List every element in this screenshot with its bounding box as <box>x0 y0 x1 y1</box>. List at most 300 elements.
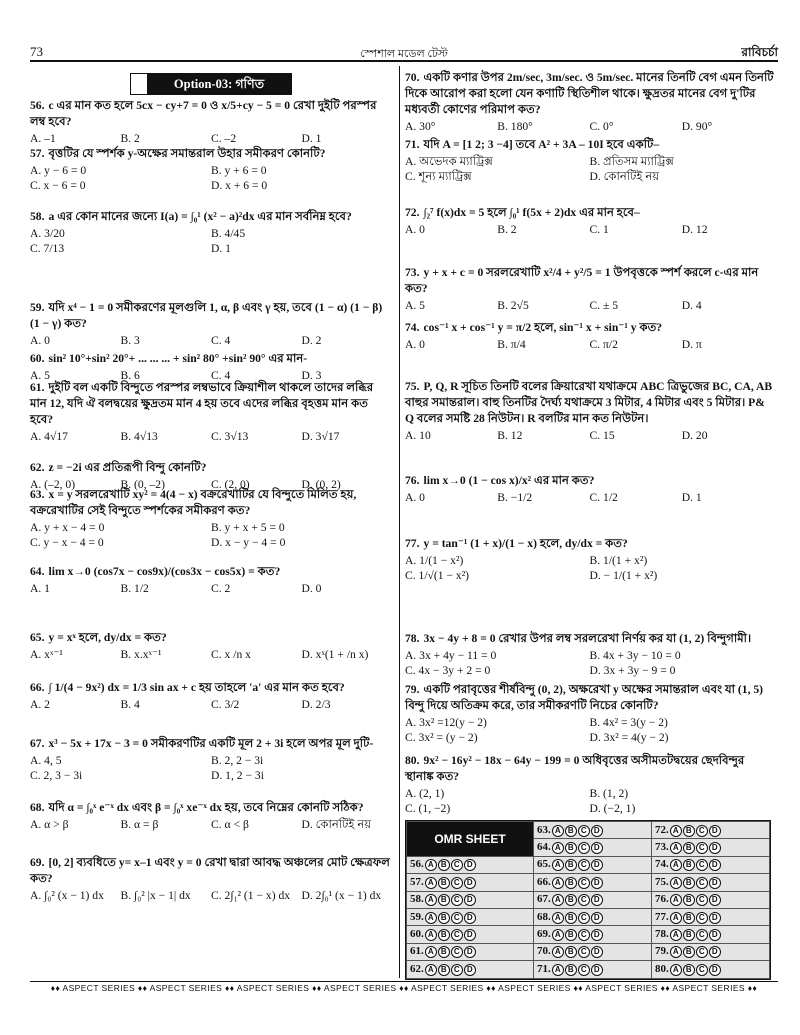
question-body: P, Q, R সূচিত তিনটি বলের ক্রিয়ারেখা যথাক্রমে ABC ত্রিভুজের BC, CA, AB বাহুর সমান্তরাল। বাহু তিনটির দৈর্ঘ্য যথাক্রমে 3 মিটার, 4 মিটার এবং 5 মিটার। P& Q বলের সমষ্টি 28 নিউটন। R বলটির মান কত নিউটন। <box>405 380 773 425</box>
answer-option: D. xˣ(1 + /n x) <box>301 648 369 661</box>
option-list <box>30 520 392 550</box>
question-text <box>405 631 774 647</box>
omr-question-number: 62. <box>410 962 424 975</box>
answer-option: A. 3x + 4y − 11 = 0 <box>405 649 497 662</box>
omr-bubble-a[interactable]: A <box>552 825 564 837</box>
omr-bubble-d[interactable]: D <box>464 912 476 924</box>
answer-option: D. 3 <box>301 369 322 382</box>
omr-bubble-d[interactable]: D <box>709 894 721 906</box>
omr-bubble-c[interactable]: C <box>696 842 708 854</box>
question-68 <box>30 800 392 832</box>
omr-question-number: 68. <box>537 910 551 923</box>
omr-bubble-c[interactable]: C <box>578 946 590 958</box>
omr-question-number: 58. <box>410 893 424 906</box>
question-text <box>405 265 774 297</box>
answer-option: C. 7/13 <box>30 242 65 255</box>
omr-bubble-d[interactable]: D <box>591 894 603 906</box>
omr-question-number: 59. <box>410 910 424 923</box>
omr-answer-row <box>652 822 770 839</box>
omr-question-number: 71. <box>537 962 551 975</box>
column-divider <box>399 66 400 978</box>
omr-bubble-d[interactable]: D <box>464 877 476 889</box>
option-list <box>30 333 392 348</box>
question-65 <box>30 630 392 662</box>
omr-bubble-a[interactable]: A <box>670 946 682 958</box>
omr-table <box>406 821 770 979</box>
omr-bubble-c[interactable]: C <box>451 859 463 871</box>
question-body: ∫₂⁷ f(x)dx = 5 হলে ∫₀¹ f(5x + 2)dx এর মান হবে– <box>423 206 640 219</box>
answer-option: C. 4x − 3y + 2 = 0 <box>405 664 491 677</box>
omr-bubble-a[interactable]: A <box>552 929 564 941</box>
answer-option: A. 1/(1 − x²) <box>405 554 464 567</box>
question-body: cos⁻¹ x + cos⁻¹ y = π/2 হলে, sin⁻¹ x + sin⁻¹ y কত? <box>423 321 663 334</box>
option-list <box>405 119 774 134</box>
omr-bubble-a[interactable]: A <box>425 964 437 976</box>
answer-option: B. 3 <box>120 334 140 347</box>
answer-option: D. π <box>681 338 702 351</box>
omr-question-number: 70. <box>537 945 551 958</box>
omr-bubble-b[interactable]: B <box>683 894 695 906</box>
option-list <box>30 163 392 193</box>
omr-bubble-d[interactable]: D <box>709 842 721 854</box>
omr-bubble-c[interactable]: C <box>696 859 708 871</box>
omr-bubble-b[interactable]: B <box>683 929 695 941</box>
omr-bubble-a[interactable]: A <box>670 894 682 906</box>
omr-answer-row <box>534 926 652 943</box>
option-list <box>30 131 392 146</box>
omr-bubble-c[interactable]: C <box>696 946 708 958</box>
answer-option: C. 3x² = (y − 2) <box>405 731 478 744</box>
omr-bubble-c[interactable]: C <box>578 842 590 854</box>
omr-bubble-d[interactable]: D <box>709 825 721 837</box>
omr-bubble-c[interactable]: C <box>696 964 708 976</box>
answer-option: D. (0, 2) <box>301 478 341 491</box>
question-text <box>405 536 774 552</box>
omr-bubble-d[interactable]: D <box>464 859 476 871</box>
omr-question-number: 75. <box>655 875 669 888</box>
question-number: 67. <box>30 737 45 750</box>
section-banner: Option-03: গণিত <box>131 74 291 94</box>
question-body: c এর মান কত হলে 5cx − cy+7 = 0 ও x/5+cy − 5 = 0 রেখা দুইটি পরস্পর লম্ব হবে? <box>30 99 377 128</box>
answer-option: C. 3/2 <box>211 698 240 711</box>
question-text <box>405 205 774 221</box>
omr-bubble-c[interactable]: C <box>578 877 590 889</box>
omr-question-number: 61. <box>410 945 424 958</box>
answer-option: D. 2/3 <box>301 698 331 711</box>
omr-row <box>407 908 770 925</box>
question-73 <box>405 265 774 313</box>
omr-bubble-b[interactable]: B <box>565 842 577 854</box>
option-list <box>405 648 774 678</box>
answer-option: A. 4√17 <box>30 430 68 443</box>
omr-bubble-b[interactable]: B <box>683 842 695 854</box>
question-body: lim x→0 (cos7x − cos9x)/(cos3x − cos5x) = কত? <box>48 565 281 578</box>
answer-option: D. x − y − 4 = 0 <box>211 536 286 549</box>
omr-bubble-b[interactable]: B <box>565 964 577 976</box>
omr-bubble-a[interactable]: A <box>670 842 682 854</box>
question-body: 3x − 4y + 8 = 0 রেখার উপর লম্ব সরলরেখা নির্ণয় কর যা (1, 2) বিন্দুগামী। <box>423 632 752 645</box>
question-text <box>30 800 392 816</box>
omr-row <box>407 822 770 839</box>
omr-bubble-a[interactable]: A <box>670 964 682 976</box>
omr-answer-row <box>407 856 534 873</box>
omr-bubble-b[interactable]: B <box>438 946 450 958</box>
omr-row <box>407 874 770 891</box>
omr-bubble-b[interactable]: B <box>438 964 450 976</box>
question-number: 69. <box>30 856 45 869</box>
answer-option: C. α < β <box>211 818 249 831</box>
question-number: 79. <box>405 683 420 696</box>
question-body: z = −2i এর প্রতিরূপী বিন্দু কোনটি? <box>48 461 207 474</box>
omr-bubble-c[interactable]: C <box>578 825 590 837</box>
answer-option: B. 4/45 <box>211 227 246 240</box>
omr-question-number: 66. <box>537 875 551 888</box>
question-60 <box>30 351 392 383</box>
question-58 <box>30 209 392 256</box>
question-body: যদি x⁴ − 1 = 0 সমীকরণের মূলগুলি 1, α, β এবং γ হয়, তবে (1 − α) (1 − β) (1 − γ) কত? <box>30 301 383 330</box>
omr-question-number: 63. <box>537 823 551 836</box>
answer-option: A. 5 <box>30 369 50 382</box>
omr-bubble-d[interactable]: D <box>464 894 476 906</box>
omr-bubble-b[interactable]: B <box>565 825 577 837</box>
omr-row <box>407 961 770 978</box>
omr-bubble-a[interactable]: A <box>552 912 564 924</box>
omr-bubble-d[interactable]: D <box>464 929 476 941</box>
omr-bubble-a[interactable]: A <box>552 842 564 854</box>
omr-answer-row <box>534 856 652 873</box>
question-75 <box>405 379 774 443</box>
answer-option: C. ± 5 <box>589 299 619 312</box>
question-body: y = xˣ হলে, dy/dx = কত? <box>48 631 167 644</box>
option-list <box>405 715 774 745</box>
question-body: [0, 2] ব্যবধিতে y= x–1 এবং y = 0 রেখা দ্বারা আবদ্ধ অঞ্চলের মোট ক্ষেত্রফল কত? <box>30 856 390 885</box>
omr-bubble-b[interactable]: B <box>438 877 450 889</box>
omr-sheet <box>405 820 771 980</box>
question-body: y = tan⁻¹ (1 + x)/(1 − x) হলে, dy/dx = কত? <box>423 537 628 550</box>
omr-bubble-c[interactable]: C <box>696 912 708 924</box>
answer-option: C. x − 6 = 0 <box>30 179 86 192</box>
omr-bubble-c[interactable]: C <box>578 859 590 871</box>
omr-bubble-a[interactable]: A <box>552 894 564 906</box>
omr-bubble-d[interactable]: D <box>709 912 721 924</box>
answer-option: B. 1/(1 + x²) <box>589 554 648 567</box>
omr-bubble-c[interactable]: C <box>451 964 463 976</box>
omr-bubble-d[interactable]: D <box>709 929 721 941</box>
omr-bubble-b[interactable]: B <box>438 859 450 871</box>
omr-bubble-c[interactable]: C <box>696 929 708 941</box>
option-list <box>30 581 392 596</box>
omr-question-number: 67. <box>537 893 551 906</box>
omr-bubble-d[interactable]: D <box>591 964 603 976</box>
option-list <box>405 490 774 505</box>
question-63 <box>30 487 392 550</box>
omr-bubble-b[interactable]: B <box>565 877 577 889</box>
question-70 <box>405 70 774 134</box>
answer-option: B. y + 6 = 0 <box>211 164 267 177</box>
omr-bubble-a[interactable]: A <box>425 877 437 889</box>
omr-bubble-d[interactable]: D <box>591 877 603 889</box>
answer-option: C. 15 <box>589 429 615 442</box>
omr-bubble-b[interactable]: B <box>438 912 450 924</box>
omr-bubble-d[interactable]: D <box>591 929 603 941</box>
omr-answer-row <box>534 908 652 925</box>
omr-bubble-a[interactable]: A <box>552 859 564 871</box>
question-body: যদি α = ∫₀ˣ e⁻ˣ dx এবং β = ∫₀ˣ xe⁻ˣ dx হয়, তবে নিম্নের কোনটি সঠিক? <box>48 801 364 814</box>
answer-option: D. 90° <box>681 120 713 133</box>
question-text <box>30 855 392 887</box>
option-list <box>30 817 392 832</box>
question-number: 65. <box>30 631 45 644</box>
omr-bubble-c[interactable]: C <box>578 929 590 941</box>
omr-bubble-b[interactable]: B <box>565 946 577 958</box>
omr-bubble-c[interactable]: C <box>696 894 708 906</box>
page-footer: ♦♦ ASPECT SERIES ♦♦ ASPECT SERIES ♦♦ ASPECT SERIES ♦♦ ASPECT SERIES ♦♦ ASPECT SERIES ♦♦ ASPECT SERIES ♦♦ ASPECT SERIES ♦♦ ASPECT SERIES ♦♦ <box>30 981 778 993</box>
omr-answer-row <box>652 891 770 908</box>
omr-question-number: 77. <box>655 910 669 923</box>
answer-option: B. 2 <box>120 132 140 145</box>
omr-bubble-a[interactable]: A <box>552 946 564 958</box>
question-number: 75. <box>405 380 420 393</box>
omr-answer-row <box>534 822 652 839</box>
question-body: x = y সরলরেখাটি xy² = 4(4 − x) বক্ররেখাটির যে বিন্দুতে মিলিত হয়, বক্ররেখাটির সেই বিন্দুতে স্পর্শকের সমীকরণ কত? <box>30 488 357 517</box>
question-body: ∫ 1/(4 − 9x²) dx = 1/3 sin ax + c হয় তাহলে 'a' এর মান কত হবে? <box>48 681 345 694</box>
question-79 <box>405 682 774 745</box>
omr-answer-row <box>407 874 534 891</box>
answer-option: B. 4x² = 3(y − 2) <box>589 716 668 729</box>
question-number: 66. <box>30 681 45 694</box>
answer-option: A. 30° <box>405 120 436 133</box>
omr-bubble-d[interactable]: D <box>464 946 476 958</box>
omr-bubble-c[interactable]: C <box>578 912 590 924</box>
omr-question-number: 79. <box>655 945 669 958</box>
omr-bubble-b[interactable]: B <box>565 859 577 871</box>
answer-option: C. 2, 3 − 3i <box>30 769 83 782</box>
answer-option: B. প্রতিসম ম্যাট্রিক্স <box>589 155 674 168</box>
question-text <box>30 680 392 696</box>
omr-bubble-a[interactable]: A <box>425 929 437 941</box>
answer-option: B. (1, 2) <box>589 787 629 800</box>
omr-answer-row <box>652 943 770 960</box>
question-number: 68. <box>30 801 45 814</box>
omr-question-number: 73. <box>655 841 669 854</box>
omr-answer-row <box>652 961 770 978</box>
omr-bubble-a[interactable]: A <box>670 929 682 941</box>
omr-answer-row <box>652 839 770 856</box>
omr-bubble-d[interactable]: D <box>591 946 603 958</box>
question-number: 70. <box>405 71 420 84</box>
answer-option: A. α > β <box>30 818 69 831</box>
question-text <box>30 300 392 332</box>
option-list <box>405 428 774 443</box>
question-56 <box>30 98 392 146</box>
answer-option: D. কোনটিই নয় <box>589 170 660 183</box>
answer-option: B. y + x + 5 = 0 <box>211 521 285 534</box>
omr-bubble-d[interactable]: D <box>464 964 476 976</box>
omr-question-number: 60. <box>410 928 424 941</box>
omr-bubble-b[interactable]: B <box>565 929 577 941</box>
option-list <box>405 337 774 352</box>
answer-option: A. (–2, 0) <box>30 478 76 491</box>
answer-option: D. 3√17 <box>301 430 340 443</box>
header-brand: রাবিচর্চা <box>741 45 778 59</box>
answer-option: C. (1, −2) <box>405 802 451 815</box>
answer-option: A. 2 <box>30 698 50 711</box>
answer-option: A. 10 <box>405 429 431 442</box>
omr-bubble-a[interactable]: A <box>425 894 437 906</box>
answer-option: D. 1 <box>301 132 322 145</box>
omr-question-number: 57. <box>410 875 424 888</box>
question-number: 77. <box>405 537 420 550</box>
question-number: 61. <box>30 381 45 394</box>
question-text <box>30 380 392 428</box>
question-text <box>405 473 774 489</box>
answer-option: D. x + 6 = 0 <box>211 179 268 192</box>
omr-bubble-b[interactable]: B <box>683 859 695 871</box>
answer-option: A. 3/20 <box>30 227 65 240</box>
omr-bubble-b[interactable]: B <box>683 825 695 837</box>
omr-answer-row <box>407 891 534 908</box>
answer-option: B. 4√13 <box>120 430 158 443</box>
answer-option: A. 4, 5 <box>30 754 62 767</box>
question-body: x³ − 5x + 17x − 3 = 0 সমীকরণটির একটি মূল 2 + 3i হলে অপর মূল দুটি- <box>48 737 374 750</box>
omr-bubble-c[interactable]: C <box>451 877 463 889</box>
omr-bubble-a[interactable]: A <box>670 912 682 924</box>
option-list <box>405 553 774 583</box>
answer-option: C. (2, 0) <box>211 478 250 491</box>
answer-option: A. 0 <box>30 334 50 347</box>
question-text <box>405 70 774 118</box>
omr-question-number: 72. <box>655 823 669 836</box>
omr-bubble-b[interactable]: B <box>683 877 695 889</box>
omr-row <box>407 856 770 873</box>
question-number: 56. <box>30 99 45 112</box>
question-59 <box>30 300 392 348</box>
answer-option: A. 0 <box>405 491 425 504</box>
answer-option: B. 6 <box>120 369 140 382</box>
omr-bubble-b[interactable]: B <box>683 946 695 958</box>
left-column <box>30 70 392 902</box>
answer-option: D. 0 <box>301 582 322 595</box>
omr-bubble-b[interactable]: B <box>438 894 450 906</box>
omr-bubble-d[interactable]: D <box>591 859 603 871</box>
answer-option: D. 12 <box>681 223 708 236</box>
omr-bubble-a[interactable]: A <box>425 859 437 871</box>
omr-bubble-c[interactable]: C <box>696 825 708 837</box>
answer-option: D. 1 <box>681 491 702 504</box>
option-list <box>30 647 392 662</box>
question-body: sin² 10°+sin² 20°+ ... ... ... + sin² 80° +sin² 90° এর মান- <box>48 352 308 365</box>
answer-option: D. 2 <box>301 334 322 347</box>
answer-option: A. 3x² =12(y − 2) <box>405 716 487 729</box>
option-list <box>30 429 392 444</box>
omr-answer-row <box>407 926 534 943</box>
answer-option: B. 1/2 <box>120 582 149 595</box>
omr-bubble-a[interactable]: A <box>552 877 564 889</box>
answer-option: B. 4x + 3y − 10 = 0 <box>589 649 681 662</box>
option-list <box>405 298 774 313</box>
omr-bubble-b[interactable]: B <box>565 912 577 924</box>
omr-bubble-d[interactable]: D <box>709 964 721 976</box>
answer-option: C. π/2 <box>589 338 618 351</box>
omr-bubble-a[interactable]: A <box>670 859 682 871</box>
question-number: 80. <box>405 754 420 767</box>
omr-bubble-d[interactable]: D <box>591 842 603 854</box>
omr-bubble-a[interactable]: A <box>552 964 564 976</box>
answer-option: A. ∫₀² (x − 1) dx <box>30 889 104 902</box>
omr-bubble-d[interactable]: D <box>591 912 603 924</box>
question-number: 57. <box>30 147 45 160</box>
omr-bubble-b[interactable]: B <box>683 912 695 924</box>
omr-bubble-c[interactable]: C <box>451 929 463 941</box>
option-list <box>30 697 392 712</box>
question-text <box>405 379 774 427</box>
omr-bubble-c[interactable]: C <box>451 894 463 906</box>
question-body: বৃত্তটির যে স্পর্শক y-অক্ষের সমান্তরাল উহার সমীকরণ কোনটি? <box>48 147 326 160</box>
option-list <box>30 226 392 256</box>
omr-bubble-c[interactable]: C <box>451 912 463 924</box>
answer-option: B. 12 <box>497 429 523 442</box>
question-number: 64. <box>30 565 45 578</box>
omr-bubble-a[interactable]: A <box>670 877 682 889</box>
omr-bubble-d[interactable]: D <box>709 859 721 871</box>
omr-answer-row <box>407 961 534 978</box>
omr-bubble-a[interactable]: A <box>670 825 682 837</box>
answer-option: C. y − x − 4 = 0 <box>30 536 104 549</box>
question-number: 73. <box>405 266 420 279</box>
omr-bubble-a[interactable]: A <box>425 946 437 958</box>
answer-option: B. −1/2 <box>497 491 533 504</box>
answer-option: B. 2 <box>497 223 517 236</box>
answer-option: C. x /n x <box>211 648 251 661</box>
omr-bubble-a[interactable]: A <box>425 912 437 924</box>
omr-answer-row <box>407 943 534 960</box>
omr-bubble-c[interactable]: C <box>451 946 463 958</box>
question-body: 9x² − 16y² − 18x − 64y − 199 = 0 অধিবৃত্তের অসীমতটদ্বয়ের ছেদবিন্দুর স্থানাঙ্ক কত? <box>405 754 745 783</box>
option-list <box>405 786 774 816</box>
omr-answer-row <box>534 961 652 978</box>
answer-option: C. –2 <box>211 132 237 145</box>
omr-bubble-b[interactable]: B <box>565 894 577 906</box>
answer-option: B. (0, –2) <box>120 478 165 491</box>
answer-option: A. xˣ⁻¹ <box>30 648 63 661</box>
question-78 <box>405 631 774 678</box>
omr-bubble-d[interactable]: D <box>709 946 721 958</box>
omr-bubble-c[interactable]: C <box>578 964 590 976</box>
answer-option: C. 4 <box>211 334 231 347</box>
omr-bubble-b[interactable]: B <box>438 929 450 941</box>
omr-answer-row <box>652 908 770 925</box>
question-number: 58. <box>30 210 45 223</box>
answer-option: D. 1, 2 − 3i <box>211 769 264 782</box>
answer-option: A. অভেদক ম্যাট্রিক্স <box>405 155 493 168</box>
omr-answer-row <box>652 874 770 891</box>
omr-bubble-d[interactable]: D <box>709 877 721 889</box>
question-71 <box>405 137 774 184</box>
omr-bubble-c[interactable]: C <box>578 894 590 906</box>
answer-option: A. 0 <box>405 223 425 236</box>
omr-bubble-c[interactable]: C <box>696 877 708 889</box>
omr-row <box>407 891 770 908</box>
question-number: 63. <box>30 488 45 501</box>
omr-bubble-d[interactable]: D <box>591 825 603 837</box>
question-number: 71. <box>405 138 420 151</box>
omr-bubble-b[interactable]: B <box>683 964 695 976</box>
answer-option: C. 2∫₁² (1 − x) dx <box>211 889 291 902</box>
omr-title: OMR SHEET <box>407 822 534 857</box>
question-text <box>30 209 392 225</box>
answer-option: D. − 1/(1 + x²) <box>589 569 658 582</box>
omr-answer-row <box>652 926 770 943</box>
